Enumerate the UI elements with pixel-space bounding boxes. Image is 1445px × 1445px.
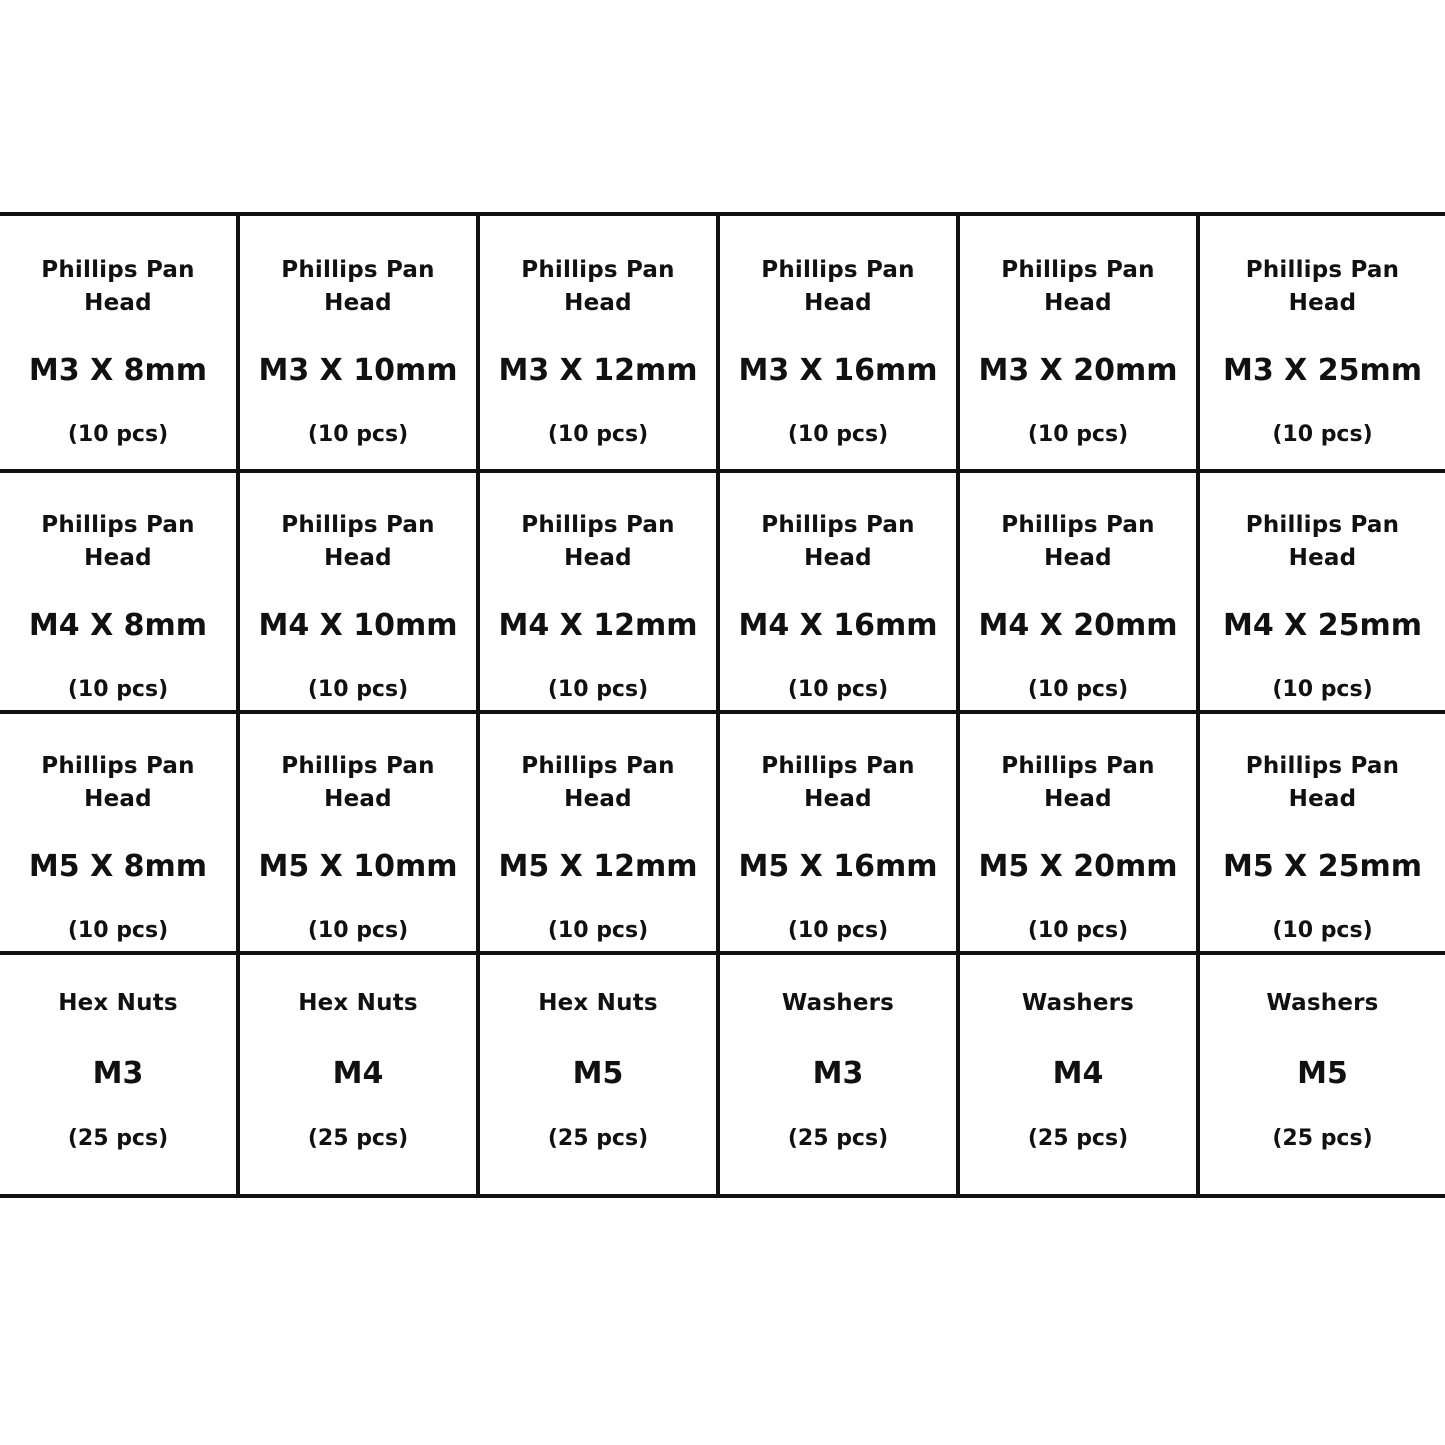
cell-size: M5 X 16mm — [738, 849, 938, 884]
cell-quantity: (10 pcs) — [787, 677, 889, 702]
cell-size: M3 X 25mm — [1222, 353, 1422, 388]
label-cell — [720, 714, 960, 955]
cell-size: M5 X 20mm — [978, 849, 1178, 884]
cell-quantity: (25 pcs) — [67, 1126, 169, 1151]
cell-title: Phillips Pan Head — [281, 753, 435, 812]
label-cell — [480, 216, 720, 473]
cell-size: M5 X 8mm — [28, 849, 208, 884]
cell-quantity: (10 pcs) — [1027, 422, 1129, 447]
cell-size: M4 — [1052, 1056, 1104, 1091]
hardware-label-grid — [0, 212, 1445, 1198]
cell-title: Phillips Pan Head — [1245, 512, 1400, 571]
label-cell — [0, 714, 240, 955]
cell-quantity: (10 pcs) — [67, 422, 169, 447]
cell-title: Phillips Pan Head — [1001, 753, 1155, 812]
label-cell — [0, 955, 240, 1194]
label-cell — [480, 955, 720, 1194]
label-cell — [1200, 714, 1445, 955]
cell-quantity: (25 pcs) — [1272, 1126, 1373, 1151]
label-cell — [960, 473, 1200, 714]
label-cell — [240, 955, 480, 1194]
cell-size: M3 — [92, 1056, 144, 1091]
cell-quantity: (10 pcs) — [547, 677, 649, 702]
cell-size: M5 X 12mm — [498, 849, 698, 884]
label-cell — [1200, 473, 1445, 714]
cell-title: Phillips Pan Head — [41, 753, 195, 812]
cell-quantity: (10 pcs) — [547, 422, 649, 447]
cell-quantity: (10 pcs) — [1272, 422, 1373, 447]
cell-title: Phillips Pan Head — [1001, 257, 1155, 316]
cell-title: Phillips Pan Head — [761, 257, 915, 316]
cell-quantity: (10 pcs) — [67, 677, 169, 702]
cell-size: M4 — [332, 1056, 384, 1091]
cell-title: Phillips Pan Head — [41, 257, 195, 316]
cell-title: Phillips Pan Head — [281, 257, 435, 316]
label-cell — [240, 216, 480, 473]
cell-size: M5 — [1297, 1056, 1348, 1091]
label-cell — [1200, 216, 1445, 473]
cell-size: M4 X 8mm — [28, 608, 208, 643]
label-cell — [720, 216, 960, 473]
cell-size: M3 X 10mm — [258, 353, 458, 388]
cell-title: Hex Nuts — [538, 990, 658, 1016]
cell-title: Phillips Pan Head — [1245, 753, 1400, 812]
cell-quantity: (10 pcs) — [1027, 918, 1129, 943]
label-cell — [1200, 955, 1445, 1194]
cell-quantity: (10 pcs) — [787, 918, 889, 943]
label-cell — [0, 216, 240, 473]
cell-title: Phillips Pan Head — [281, 512, 435, 571]
cell-title: Phillips Pan Head — [521, 257, 675, 316]
cell-quantity: (25 pcs) — [547, 1126, 649, 1151]
cell-quantity: (10 pcs) — [1272, 918, 1373, 943]
label-cell — [720, 473, 960, 714]
label-cell — [0, 473, 240, 714]
cell-size: M4 X 20mm — [978, 608, 1178, 643]
cell-size: M3 — [812, 1056, 864, 1091]
cell-title: Phillips Pan Head — [761, 753, 915, 812]
cell-title: Phillips Pan Head — [521, 753, 675, 812]
label-cell — [960, 216, 1200, 473]
cell-size: M3 X 8mm — [28, 353, 208, 388]
cell-quantity: (25 pcs) — [1027, 1126, 1129, 1151]
label-cell — [720, 955, 960, 1194]
cell-quantity: (10 pcs) — [67, 918, 169, 943]
cell-size: M4 X 12mm — [498, 608, 698, 643]
cell-title: Phillips Pan Head — [761, 512, 915, 571]
cell-quantity: (10 pcs) — [787, 422, 889, 447]
cell-title: Hex Nuts — [298, 990, 418, 1016]
cell-quantity: (25 pcs) — [307, 1126, 409, 1151]
cell-size: M4 X 25mm — [1222, 608, 1422, 643]
label-cell — [480, 714, 720, 955]
cell-title: Washers — [781, 990, 895, 1016]
cell-size: M5 X 10mm — [258, 849, 458, 884]
cell-title: Hex Nuts — [58, 990, 178, 1016]
cell-title: Phillips Pan Head — [521, 512, 675, 571]
cell-quantity: (25 pcs) — [787, 1126, 889, 1151]
cell-title: Phillips Pan Head — [41, 512, 195, 571]
cell-title: Phillips Pan Head — [1245, 257, 1400, 316]
cell-quantity: (10 pcs) — [307, 918, 409, 943]
cell-size: M3 X 20mm — [978, 353, 1178, 388]
cell-size: M5 X 25mm — [1222, 849, 1422, 884]
cell-size: M3 X 12mm — [498, 353, 698, 388]
label-cell — [480, 473, 720, 714]
label-cell — [960, 714, 1200, 955]
cell-title: Washers — [1021, 990, 1135, 1016]
cell-quantity: (10 pcs) — [307, 422, 409, 447]
cell-title: Washers — [1266, 990, 1379, 1016]
label-cell — [240, 473, 480, 714]
cell-size: M4 X 16mm — [738, 608, 938, 643]
cell-quantity: (10 pcs) — [307, 677, 409, 702]
cell-title: Phillips Pan Head — [1001, 512, 1155, 571]
cell-size: M5 — [572, 1056, 624, 1091]
cell-quantity: (10 pcs) — [547, 918, 649, 943]
cell-quantity: (10 pcs) — [1272, 677, 1373, 702]
cell-size: M4 X 10mm — [258, 608, 458, 643]
label-cell — [240, 714, 480, 955]
cell-size: M3 X 16mm — [738, 353, 938, 388]
cell-quantity: (10 pcs) — [1027, 677, 1129, 702]
label-cell — [960, 955, 1200, 1194]
